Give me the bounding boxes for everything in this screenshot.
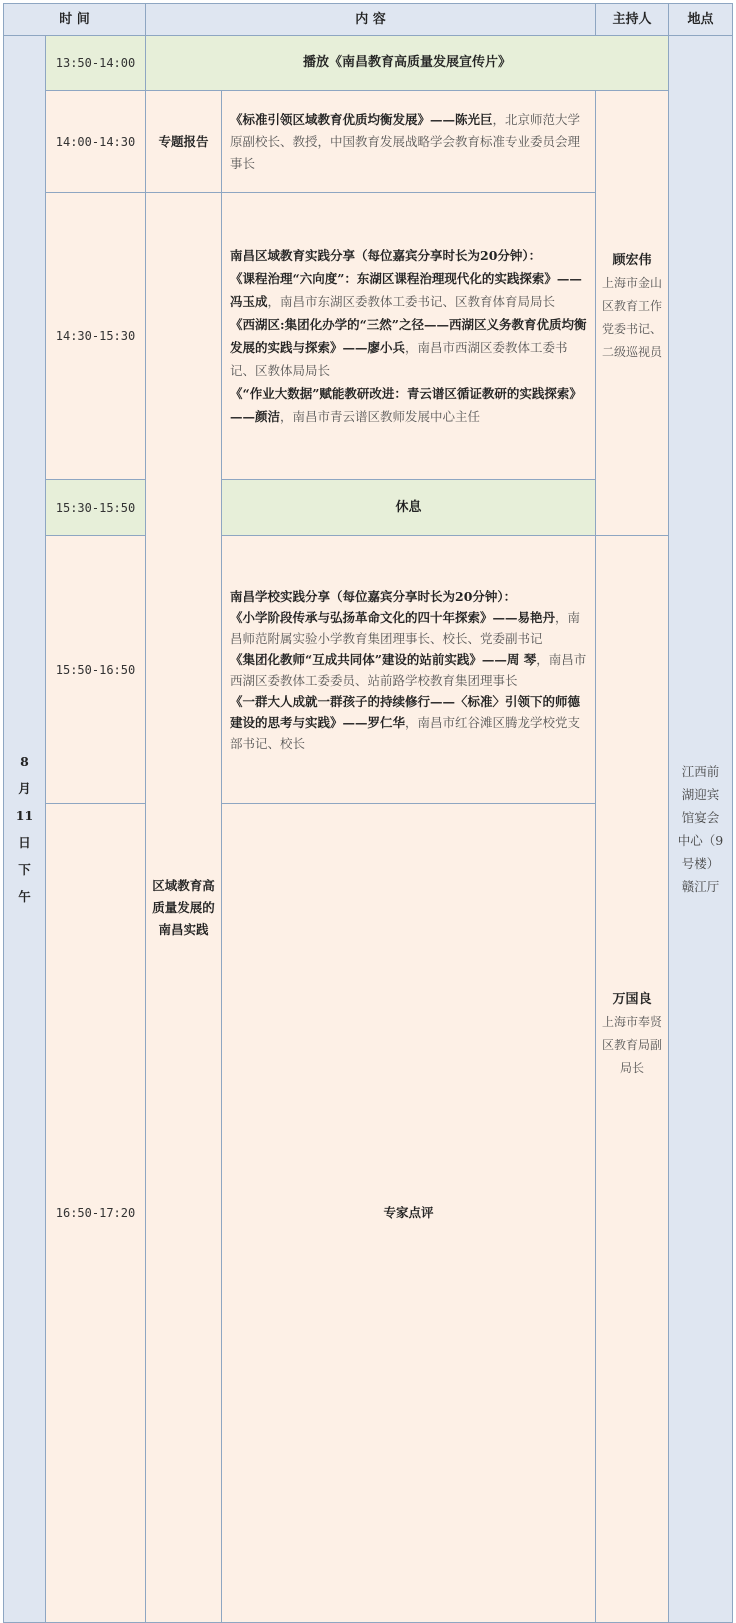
- talk-item: 《小学阶段传承与弘扬革命文化的四十年探索》——易艳丹，南昌师范附属实验小学教育集团理事长、校长、党委副书记: [230, 609, 581, 646]
- talk-title: 《标准引领区域教育优质均衡发展》——陈光巨: [230, 111, 493, 127]
- header-content: 内 容: [146, 4, 596, 36]
- content-heading: 南昌区域教育实践分享（每位嘉宾分享时长为20分钟）：: [230, 248, 542, 263]
- section-label: 区域教育高质量发展的南昌实践: [146, 193, 222, 1623]
- header-time: 时 间: [4, 4, 146, 36]
- talk-desc: ，北京师范大学原副校长、教授，中国教育发展战略学会教育标准专业委员会理事长: [230, 111, 581, 171]
- talk-item: 《一群大人成就一群孩子的持续修行——〈标准〉引领下的师德建设的思考与实践》——罗仁华，南昌市红谷滩区腾龙学校党支部书记、校长: [230, 693, 581, 751]
- time-cell: 16:50-17:20: [46, 804, 146, 1623]
- talk-item: 《“作业大数据”赋能教研改进：青云谱区循证教研的实践探索》——颜洁，南昌市青云谱区教师发展中心主任: [230, 386, 582, 424]
- talk-item: 《课程治理“六向度”：东湖区课程治理现代化的实践探索》——冯玉成，南昌市东湖区委教体工委书记、区教育体育局局长: [230, 271, 582, 309]
- time-cell: 14:30-15:30: [46, 193, 146, 480]
- host-cell: [596, 536, 669, 1623]
- section-label: 专家点评: [222, 804, 596, 1623]
- content-cell: 休息: [222, 480, 596, 536]
- host-name: 顾宏伟: [612, 252, 652, 268]
- host-name: 万国良: [612, 992, 652, 1007]
- content-cell: [222, 193, 596, 480]
- header-venue: 地点: [669, 4, 733, 36]
- content-cell: 播放《南昌教育高质量发展宣传片》: [146, 36, 669, 91]
- content-cell: [222, 536, 596, 804]
- content-heading: 南昌学校实践分享（每位嘉宾分享时长为20分钟）：: [230, 588, 517, 604]
- host-cell: [596, 91, 669, 536]
- agenda-table: [3, 3, 733, 1623]
- header-host: 主持人: [596, 4, 669, 36]
- talk-item: 《西湖区:集团化办学的“三然”之径——西湖区义务教育优质均衡发展的实践与探索》——廖小兵，南昌市西湖区委教体工委书记、区教体局局长: [230, 317, 587, 378]
- host-desc: 上海市金山区教育工作党委书记、二级巡视员: [601, 275, 662, 359]
- content-cell: [222, 91, 596, 193]
- talk-item: 《集团化教师“互成共同体”建设的站前实践》——周 琴，南昌市西湖区委教体工委委员、站前路学校教育集团理事长: [230, 651, 587, 688]
- section-label: 专题报告: [146, 91, 222, 193]
- host-desc: 上海市奉贤区教育局副局长: [601, 1015, 662, 1075]
- time-cell: 15:30-15:50: [46, 480, 146, 536]
- time-cell: 14:00-14:30: [46, 91, 146, 193]
- date-label: 8 月 11 日 下 午: [4, 36, 46, 1623]
- time-cell: 13:50-14:00: [46, 36, 146, 91]
- venue-cell: 江西前 湖迎宾 馆宴会 中心（9 号楼） 赣江厅: [669, 36, 733, 1623]
- time-cell: 15:50-16:50: [46, 536, 146, 804]
